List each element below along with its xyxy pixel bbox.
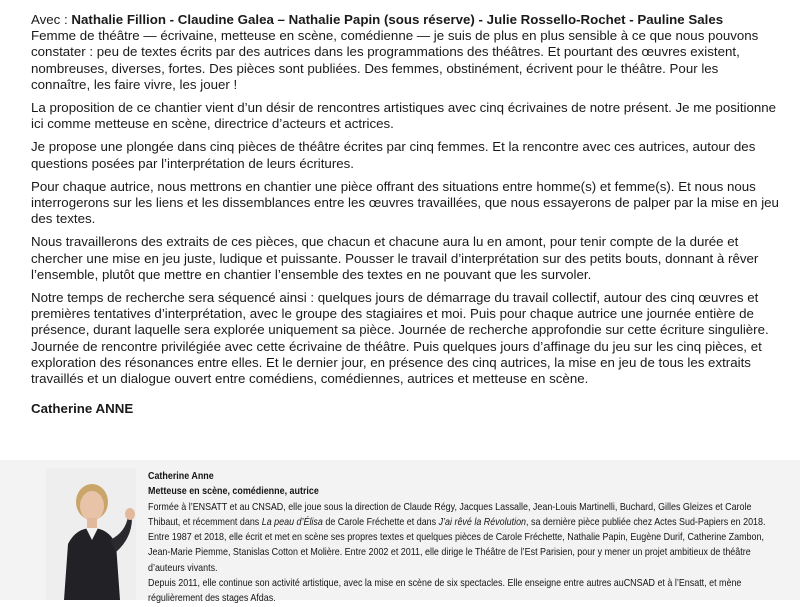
authors-list: Nathalie Fillion - Claudine Galea – Nathalie Papin (sous réserve) - Julie Rossello-Rochet - Pauline Sales	[71, 12, 724, 27]
bio-paragraph-since-2011: Depuis 2011, elle continue son activité artistique, avec la mise en scène de six spectacles. Elle enseigne entre autres auCNSAD et à l’Ensatt, et mène régulièrement des stages Afdas.	[148, 578, 742, 605]
bio-name: Catherine Anne	[148, 471, 214, 482]
avec-label: Avec :	[31, 12, 72, 27]
bio-career-part1: Formée à l’ENSATT et au CNSAD, elle joue sous la direction de Claude Régy, Jacques Lassalle, Jean-Louis Martinelli, Buchard, Gilles Gleizes et Carole Thibaut, et récemment dans	[148, 501, 752, 528]
paragraph-proposition: La proposition de ce chantier vient d’un désir de rencontres artistiques avec cinq écrivaines de notre présent. Je me positionne ici comme metteuse en scène, directrice d’acteurs et actrices.	[31, 100, 777, 132]
paragraph-plongee: Je propose une plongée dans cinq pièces de théâtre écrites par cinq femmes. Et la rencontre avec ces autrices, autour des questions posées par l’interprétation de leurs écritures.	[31, 139, 756, 171]
bio-career-part2: de Carole Fréchette et dans	[322, 516, 439, 528]
signature: Catherine ANNE	[31, 401, 134, 417]
bio-career-part3: , sa dernière pièce publiée chez Actes Sud-Papiers en 2018. Entre 1987 et 2018, elle écrit et met en scène ses propres textes et quelques pièces de Carole Fréchette, Nathalie Papin, Eugène Durif, Catherine Zambon, Jean-Marie Piemme, Stanislas Cotton et Molière. Entre 2002 et 2011, elle dirige le Théâtre de l’Est Parisien, pour y mener un projet ambitieux de théâtre d’auteurs vivants.	[148, 516, 766, 574]
bio-section	[0, 460, 800, 605]
paragraph-chantier: Pour chaque autrice, nous mettrons en chantier une pièce offrant des situations entre homme(s) et femme(s). Et nous nous interrogerons sur les liens et les dissemblances entre les œuvres travaillées, que nous essayerons de palper par la mise en jeu des textes.	[31, 178, 779, 227]
main-text	[31, 12, 779, 424]
cast-line	[31, 12, 779, 28]
bio-role: Metteuse en scène, comédienne, autrice	[148, 486, 319, 498]
portrait-photo	[46, 468, 136, 600]
paragraph-extraits: Nous travaillerons des extraits de ces pièces, que chacun et chacune aura lu en amont, pour tenir compte de la durée et chercher une mise en jeu juste, ludique et puissante. Pousser le travail d’interprétation sur des petits bouts, donnant à rêver l’ensemble, plutôt que mettre en chantier l’ensemble des textes en ne pouvant que les survoler.	[31, 234, 759, 282]
bio-text	[148, 469, 778, 607]
bio-title-revolution: J’ai rêvé la Révolution	[438, 516, 527, 528]
intro-paragraph: Femme de théâtre — écrivaine, metteuse en scène, comédienne — je suis de plus en plus sensible à ce que nous pouvons constater : peu de textes écrits par des autrices dans les programmations des théâtres. Et pourtant des œuvres existent, nombreuses, diverses, fortes. Des pièces sont publiées. Des femmes, obstinément, écrivent pour le théâtre. Pour les connaître, les faire vivre, les jouer !	[31, 28, 759, 92]
paragraph-sequence: Notre temps de recherche sera séquencé ainsi : quelques jours de démarrage du travail collectif, autour des cinq œuvres et premières tentatives d’interprétation, avec le groupe des stagiaires et moi. Puis pour chaque autrice une journée entière de présence, durant laquelle sera explorée uniquement sa pièce. Journée de recherche approfondie sur cette écriture singulière. Journée de rencontre privilégiée avec cette écrivaine de théâtre. Puis quelques jours d’affinage du jeu sur les cinq pièces, et exploration des résonances entre elles. Et le dernier jour, en présence des cinq autrices, la mise en jeu de tous les extraits travaillés et un dialogue ouvert entre comédiens, comédiennes, autrices et metteuse en scène.	[31, 290, 769, 387]
bio-title-peau-elisa: La peau d’Élisa	[261, 516, 323, 528]
bio-paragraph-career	[148, 500, 778, 576]
